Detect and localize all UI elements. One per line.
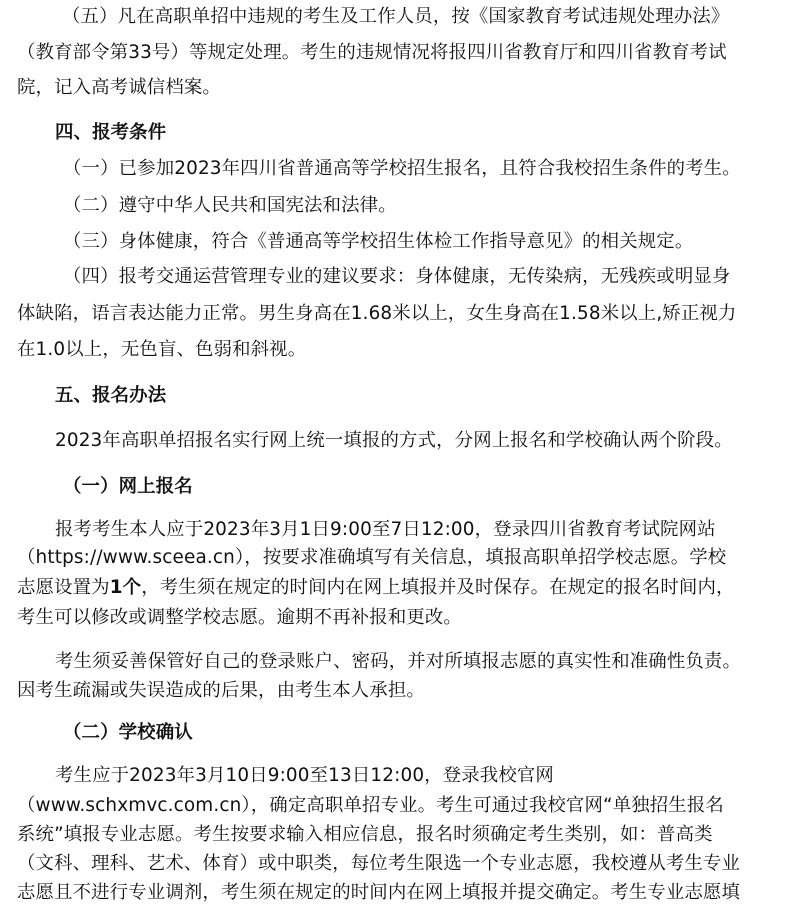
- s5-sub-1-p1-line-3-text-a: 志愿设置为: [17, 577, 110, 598]
- s5-sub-1-p1-line-4: 考生可以修改或调整学校志愿。逾期不再补报和更改。: [17, 607, 462, 628]
- section-5-heading: 五、报名办法: [55, 385, 167, 406]
- s5-sub-2-p1-line-3: 系统”填报专业志愿。考生按要求输入相应信息，报名时须确定考生类别，如：普高类: [17, 824, 713, 845]
- s4-item-4-line-3: 在1.0以上，无色盲、色弱和斜视。: [17, 339, 307, 360]
- s4-item-3: （三）身体健康，符合《普通高等学校招生体检工作指导意见》的相关规定。: [63, 231, 694, 252]
- p5-line-2: （教育部令第33号）等规定处理。考生的违规情况将报四川省教育厅和四川省教育考试: [17, 42, 727, 63]
- s5-sub-2-p1-line-1: 考生应于2023年3月10日9:00至13日12:00，登录我校官网: [55, 765, 554, 786]
- s5-sub-1-p1-line-2: （https://www.sceea.cn），按要求准确填写有关信息，填报高职单招学校志愿。学校: [17, 547, 727, 568]
- s5-sub-1-p1-line-3-bold: 1个: [109, 577, 142, 598]
- p5-line-3: 院，记入高考诚信档案。: [17, 77, 221, 98]
- s5-intro: 2023年高职单招报名实行网上统一填报的方式，分网上报名和学校确认两个阶段。: [55, 430, 733, 451]
- s5-sub-1-p1-line-3-text-b: ，考生须在规定的时间内在网上填报并及时保存。在规定的报名时间内，: [141, 577, 735, 598]
- s5-sub-1-p2-line-1: 考生须妥善保管好自己的登录账户、密码，并对所填报志愿的真实性和准确性负责。: [55, 651, 742, 672]
- s5-sub-1-p1-line-1: 报考考生本人应于2023年3月1日9:00至7日12:00，登录四川省教育考试院网站: [55, 519, 716, 540]
- s4-item-1: （一）已参加2023年四川省普通高等学校招生报名，且符合我校招生条件的考生。: [63, 158, 741, 179]
- s4-item-4-line-2: 体缺陷，语言表达能力正常。男生身高在1.68米以上，女生身高在1.58米以上,矫正视力: [17, 303, 737, 324]
- s5-sub-1-p1-line-3: [17, 576, 735, 600]
- s5-sub-2-heading: （二）学校确认: [63, 722, 193, 743]
- s4-item-2: （二）遵守中华人民共和国宪法和法律。: [63, 195, 397, 216]
- section-4-heading: 四、报考条件: [55, 122, 167, 143]
- s5-sub-2-p1-line-4: （文科、理科、艺术、体育）或中职类，每位考生限选一个专业志愿，我校遵从考生专业: [17, 853, 741, 874]
- s4-item-4-line-1: （四）报考交通运营管理专业的建议要求：身体健康，无传染病，无残疾或明显身: [63, 266, 731, 287]
- s5-sub-2-p1-line-2: （www.schxmvc.com.cn），确定高职单招专业。考生可通过我校官网“单独招生报名: [17, 795, 724, 816]
- p5-line-1: （五）凡在高职单招中违规的考生及工作人员，按《国家教育考试违规处理办法》: [62, 6, 730, 27]
- s5-sub-1-p2-line-2: 因考生疏漏或失误造成的后果，由考生本人承担。: [17, 680, 425, 701]
- s5-sub-1-heading: （一）网上报名: [63, 476, 193, 497]
- s5-sub-2-p1-line-5: 志愿且不进行专业调剂，考生须在规定的时间内在网上填报并提交确定。考生专业志愿填: [17, 882, 741, 903]
